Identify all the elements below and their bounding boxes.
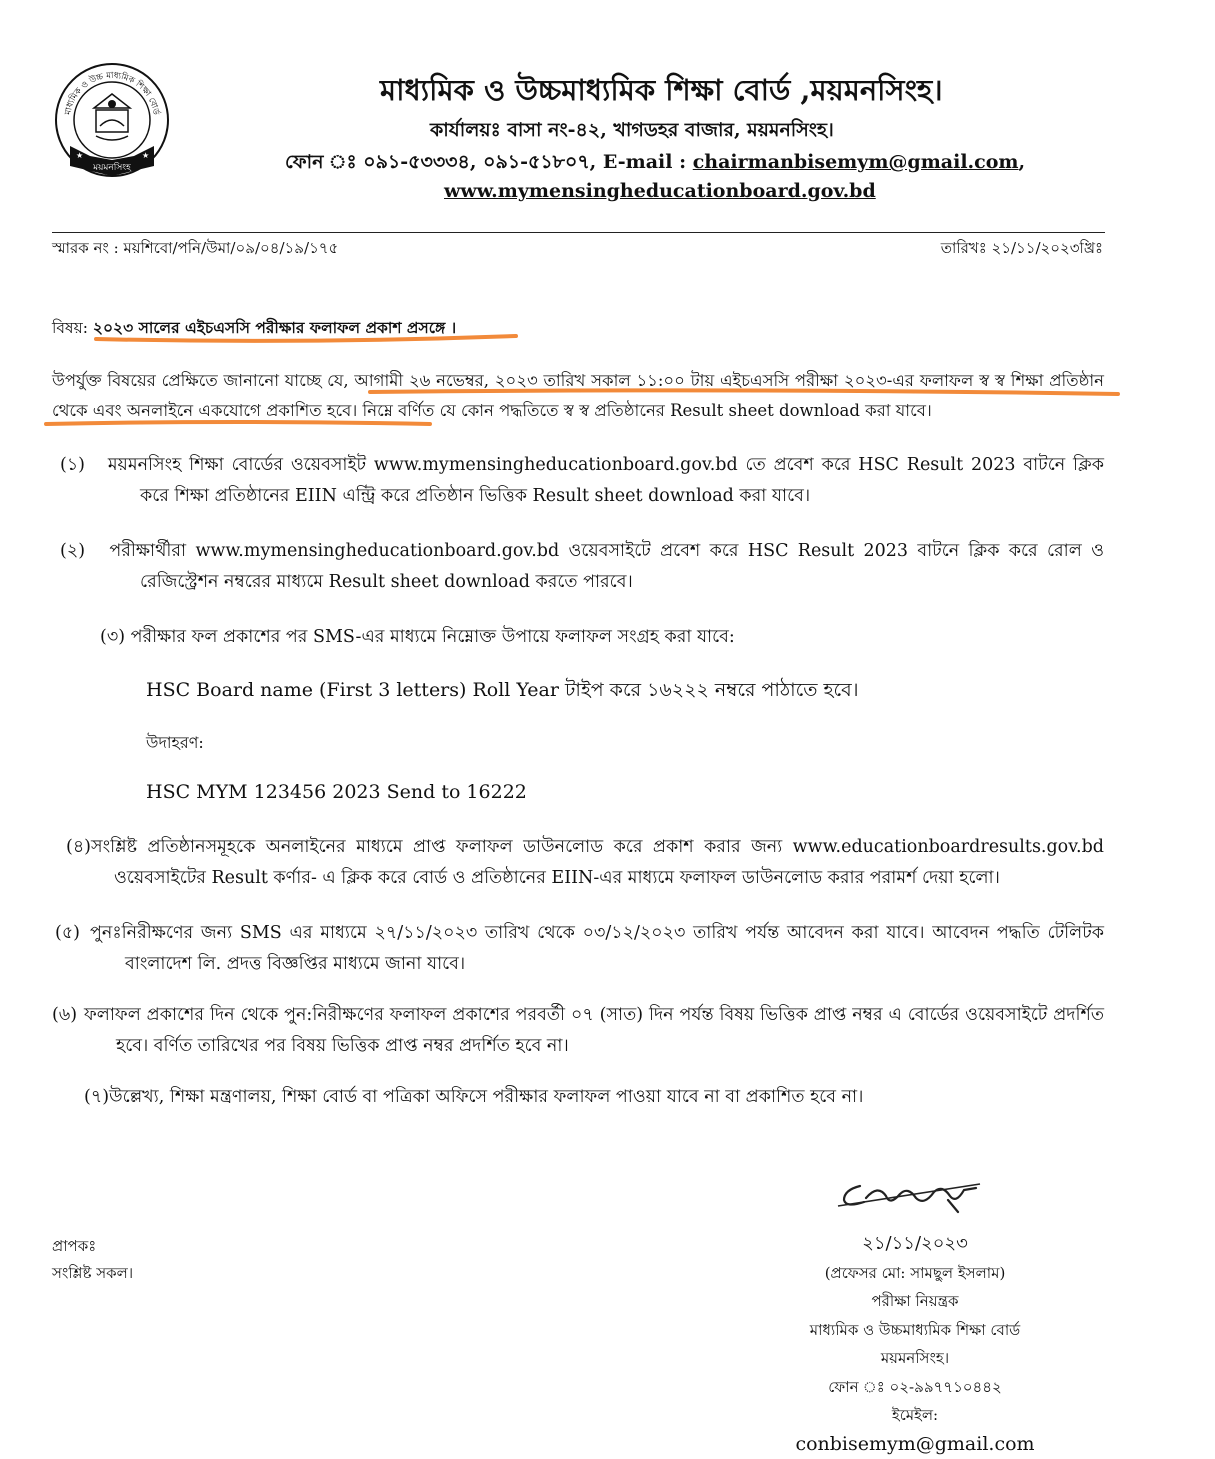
signature-mark [830,1176,990,1220]
header-website-link[interactable]: www.mymensingheducationboard.gov.bd [444,180,876,202]
memo-reference: স্মারক নং : ময়শিবো/পনি/উমা/০৯/০৪/১৯/১৭৫ [52,239,339,257]
svg-text:★: ★ [76,151,84,160]
list-item: (২) পরীক্ষার্থীরা www.mymensingheducationboard.gov.bd ওয়েবসাইটে প্রবেশ করে HSC Result 2023 বাটনে ক্লিক করে রোল ও রেজিস্ট্রেশন নম্বরের মাধ্যমে Result sheet download করতে পারবে। [60,541,1104,592]
item-text: ফলাফল প্রকাশের দিন থেকে পুন:নিরীক্ষণের ফলাফল প্রকাশের পরবর্তী ০৭ (সাত) দিন পর্যন্ত বিষয় ভিত্তিক প্রাপ্ত নম্বর এ বোর্ডের ওয়েবসাইটে প্রদর্শিত হবে। বর্ণিত তারিখের পর বিষয় ভিত্তিক প্রাপ্ত নম্বর প্রদর্শিত হবে না। [84,1005,1104,1056]
signatory-city: ময়মনসিংহ। [880,1349,950,1367]
item-number: (৪) [66,837,92,857]
item-text: পরীক্ষার্থীরা www.mymensingheducationboard.gov.bd ওয়েবসাইটে প্রবেশ করে HSC Result 2023 বাটনে ক্লিক করে রোল ও রেজিস্ট্রেশন নম্বরের মাধ্যমে Result sheet download করতে পারবে। [109,541,1104,592]
list-item: (১) ময়মনসিংহ শিক্ষা বোর্ডের ওয়েবসাইট www.mymensingheducationboard.gov.bd তে প্রবেশ করে HSC Result 2023 বাটনে ক্লিক করে শিক্ষা প্রতিষ্ঠানের EIIN এন্ট্রি করে প্রতিষ্ঠান ভিত্তিক Result sheet download করা যাবে। [60,455,1104,506]
list-item: (৬)ফলাফল প্রকাশের দিন থেকে পুন:নিরীক্ষণের ফলাফল প্রকাশের পরবর্তী ০৭ (সাত) দিন পর্যন্ত বিষয় ভিত্তিক প্রাপ্ত নম্বর এ বোর্ডের ওয়েবসাইটে প্রদর্শিত হবে। বর্ণিত তারিখের পর বিষয় ভিত্তিক প্রাপ্ত নম্বর প্রদর্শিত হবে না। [52,1005,1104,1056]
signatory-organization: মাধ্যমিক ও উচ্চমাধ্যমিক শিক্ষা বোর্ড [809,1320,1021,1339]
highlight-underlines [0,0,1215,440]
intro-underline-1 [370,390,1118,394]
signatory-email-label: ইমেইল: [891,1406,939,1424]
item-number: (৩) [100,627,126,647]
recipient-value: সংশ্লিষ্ট সকল। [52,1264,134,1282]
item-text: পরীক্ষার ফল প্রকাশের পর SMS-এর মাধ্যমে নিম্নোক্ত উপায়ে ফলাফল সংগ্রহ করা যাবে: [130,627,735,647]
signatory-phone: ফোন ঃ ০২-৯৯৭৭১০৪৪২ [828,1377,1002,1396]
item-text: ময়মনসিংহ শিক্ষা বোর্ডের ওয়েবসাইট www.mymensingheducationboard.gov.bd তে প্রবেশ করে HSC Result 2023 বাটনে ক্লিক করে শিক্ষা প্রতিষ্ঠানের EIIN এন্ট্রি করে প্রতিষ্ঠান ভিত্তিক Result sheet download করা যাবে। [107,455,1104,506]
subject-underline [96,336,516,341]
subject-label: বিষয়: [52,319,93,337]
sms-example-label: উদাহরণ: [146,733,204,752]
item-text: পুনঃনিরীক্ষণের জন্য SMS এর মাধ্যমে ২৭/১১/২০২৩ তারিখ থেকে ০৩/১২/২০২৩ তারিখ পর্যন্ত আবেদন করা যাবে। আবেদন পদ্ধতি টেলিটক বাংলাদেশ লি. প্রদত্ত বিজ্ঞপ্তির মাধ্যমে জানা যাবে। [90,923,1104,974]
office-address: কার্যালয়ঃ বাসা নং-৪২, খাগডহর বাজার, ময়মনসিংহ। [430,119,834,141]
list-item [66,832,1104,894]
list-item [84,1082,1104,1113]
signatory-email-link[interactable]: conbisemym@gmail.com [795,1432,1035,1455]
intro-part-2: । নিম্নে বর্ণিত যে কোন পদ্ধতিতে স্ব স্ব প্রতিষ্ঠানের Result sheet download করা যাবে। [351,401,932,420]
memo-date: তারিখঃ ২১/১১/২০২৩খ্রিঃ [940,239,1103,257]
contact-line-end: , [1018,151,1026,173]
signatory-designation: পরীক্ষা নিয়ন্ত্রক [871,1292,959,1310]
list-item [100,622,1104,653]
item-number: (৭) [84,1087,110,1107]
sms-format: HSC Board name (First 3 letters) Roll Year টাইপ করে ১৬২২২ নম্বরে পাঠাতে হবে। [146,679,859,701]
logo-text-top: মাধ্যমিক ও উচ্চ মাধ্যমিক শিক্ষা বোর্ড [63,70,161,116]
subject-text: ২০২৩ সালের এইচএসসি পরীক্ষার ফলাফল প্রকাশ প্রসঙ্গে । [92,318,457,337]
list-item: (৫) পুনঃনিরীক্ষণের জন্য SMS এর মাধ্যমে ২৭/১১/২০২৩ তারিখ থেকে ০৩/১২/২০২৩ তারিখ পর্যন্ত আবেদন করা যাবে। আবেদন পদ্ধতি টেলিটক বাংলাদেশ লি. প্রদত্ত বিজ্ঞপ্তির মাধ্যমে জানা যাবে। [55,923,1104,974]
logo-text-bottom: ময়মনসিংহ [93,163,131,173]
sms-example: HSC MYM 123456 2023 Send to 16222 [146,781,527,803]
signature-block [770,1230,1060,1459]
signatory-name: (প্রফেসর মো: সামছুল ইসলাম) [824,1263,1006,1282]
svg-text:★: ★ [142,151,150,160]
signature-date: ২১/১১/২০২৩ [862,1233,968,1254]
item-text: উল্লেখ্য, শিক্ষা মন্ত্রণালয়, শিক্ষা বোর্ড বা পত্রিকা অফিসে পরীক্ষার ফলাফল পাওয়া যাবে না বা প্রকাশিত হবে না। [109,1087,864,1107]
recipient-block [52,1233,133,1287]
recipient-label: প্রাপকঃ [52,1237,97,1255]
intro-part-1: উপর্যুক্ত বিষয়ের প্রেক্ষিতে জানানো যাচ্ছে যে, [52,371,355,390]
intro-underline-2 [46,422,430,424]
board-title: মাধ্যমিক ও উচ্চমাধ্যমিক শিক্ষা বোর্ড ,ময়মনসিংহ। [380,73,943,107]
intro-highlight: আগামী ২৬ নভেম্বর, ২০২৩ তারিখ সকাল ১১:০০ টায় এইচএসসি পরীক্ষা ২০২৩-এর ফলাফল স্ব স্ব শিক্ষা প্রতিষ্ঠান থেকে এবং অনলাইনে একযোগে প্রকাশিত হবে [52,371,1104,420]
item-text: সংশ্লিষ্ট প্রতিষ্ঠানসমূহকে অনলাইনের মাধ্যমে প্রাপ্ত ফলাফল ডাউনলোড করে প্রকাশ করার জন্য www.educationboardresults.gov.bd ওয়েবসাইটের Result কর্ণার- এ ক্লিক করে বোর্ড ও প্রতিষ্ঠানের EIIN-এর মাধ্যমে ফলাফল ডাউনলোড করার পরামর্শ দেয়া হলো। [91,837,1104,888]
header-email-link[interactable]: chairmanbisemym@gmail.com [692,151,1019,173]
phone-numbers: ফোন ঃ ০৯১-৫৩৩৩৪, ০৯১-৫১৮০৭, E-mail : [285,151,693,173]
